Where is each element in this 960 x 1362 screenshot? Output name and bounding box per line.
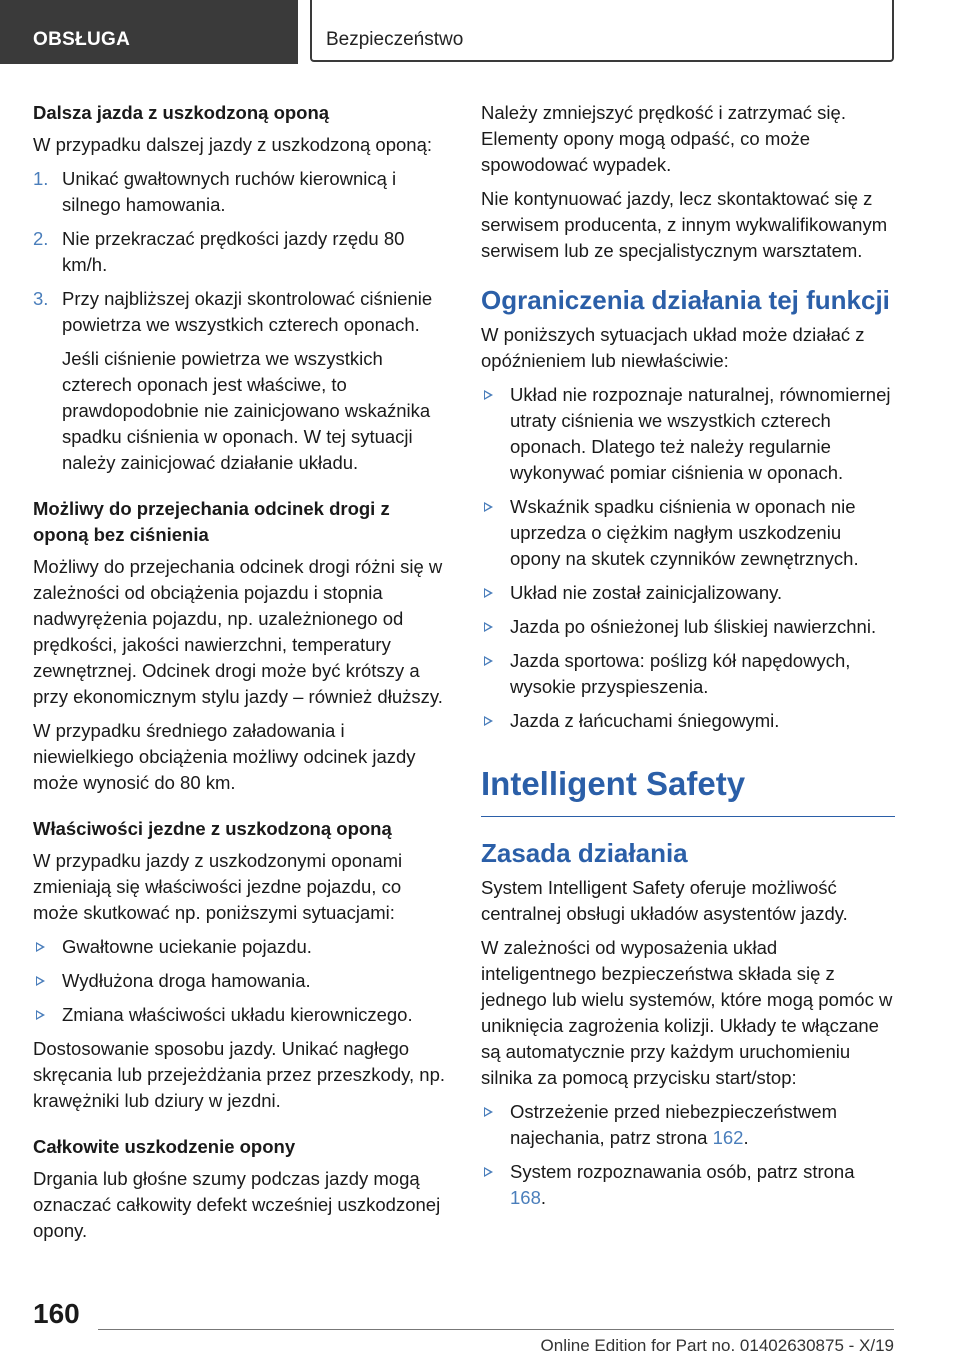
list-item <box>481 1099 895 1151</box>
chapter-title: Bezpieczeństwo <box>326 29 464 50</box>
paragraph: Należy zmniejszyć prędkość i zatrzymać się. Elementy opony mogą odpaść, co może spowodować wypadek. <box>481 102 846 175</box>
triangle-bullet-icon <box>484 716 493 726</box>
heading-limitations: Ograniczenia działania tej funkcji <box>481 285 890 315</box>
section-tab <box>0 0 298 64</box>
triangle-bullet-icon <box>484 656 493 666</box>
limitations-list <box>481 382 895 734</box>
list-item <box>33 968 448 994</box>
item-text: Jazda sportowa: poślizg kół napędowych, wysokie przyspieszenia. <box>510 650 851 697</box>
item-text: Gwałtowne uciekanie pojazdu. <box>62 936 312 957</box>
heading-total-failure: Całkowite uszkodzenie opony <box>33 1136 296 1157</box>
step-number: 1. <box>33 168 49 189</box>
left-column <box>33 100 448 1252</box>
page-link-168[interactable]: 168 <box>510 1187 541 1208</box>
item-text: Ostrzeżenie przed niebezpieczeństwem najechania, patrz strona <box>510 1101 837 1148</box>
item-text: Jazda z łańcuchami śniegowymi. <box>510 710 780 731</box>
triangle-bullet-icon <box>484 1107 493 1117</box>
paragraph: W przypadku jazdy z uszkodzonymi oponami zmieniają się właściwości jezdne pojazdu, co może skutkować np. poniższymi sytuacjami: <box>33 850 403 923</box>
item-text: Wskaźnik spadku ciśnienia w oponach nie uprzedza o ciężkim nagłym uszkodzeniu opony na skutek czynników zewnętrznych. <box>510 496 859 569</box>
item-text: Zmiana właściwości układu kierowniczego. <box>62 1004 413 1025</box>
step-text: Przy najbliższej okazji skontrolować ciśnienie powietrza we wszystkich czterech oponach. <box>62 288 433 335</box>
paragraph: Możliwy do przejechania odcinek drogi różni się w zależności od obciążenia pojazdu i stopnia nadwyrężenia pojazdu, np. uzależnionego od prędkości, jakości nawierzchni, temperatury zewnętrznej. Odcinek drogi może być krótszy a przy ekonomicznym stylu jazdy – również dłuższy. <box>33 556 443 707</box>
list-item <box>481 648 895 700</box>
paragraph: System Intelligent Safety oferuje możliwość centralnej obsługi układów asystentów jazdy. <box>481 877 848 924</box>
item-text: System rozpoznawania osób, patrz strona <box>510 1161 855 1182</box>
list-item <box>481 494 895 572</box>
item-text: Układ nie rozpoznaje naturalnej, równomiernej utraty ciśnienia we wszystkich czterech oponach. Dlatego też należy regularnie wykonywać pomiar ciśnienia w oponach. <box>510 384 891 483</box>
chapter-header <box>310 0 894 62</box>
triangle-bullet-icon <box>484 588 493 598</box>
triangle-bullet-icon <box>36 942 45 952</box>
steps-list <box>33 166 448 476</box>
item-text: Jazda po ośnieżonej lub śliskiej nawierzchni. <box>510 616 877 637</box>
item-text: Układ nie został zainicjalizowany. <box>510 582 783 603</box>
paragraph: W przypadku średniego załadowania i niewielkiego obciążenia możliwy odcinek jazdy może wynosić do 80 km. <box>33 720 416 793</box>
item-text: Wydłużona droga hamowania. <box>62 970 311 991</box>
list-item <box>33 166 448 218</box>
paragraph: Drgania lub głośne szumy podczas jazdy mogą oznaczać całkowity defekt wcześniej uszkodzonej opony. <box>33 1168 441 1241</box>
triangle-bullet-icon <box>484 622 493 632</box>
step-note: Jeśli ciśnienie powietrza we wszystkich czterech oponach jest właściwe, to prawdopodobnie nie zainicjowano wskaźnika spadku ciśnienia w oponach. W tej sytuacji należy zainicjować działanie układu. <box>62 348 431 473</box>
step-number: 2. <box>33 228 49 249</box>
heading-handling: Właściwości jezdne z uszkodzoną oponą <box>33 818 392 839</box>
list-item <box>481 580 895 606</box>
list-item <box>481 708 895 734</box>
triangle-bullet-icon <box>484 1167 493 1177</box>
step-text: Nie przekraczać prędkości jazdy rzędu 80 km/h. <box>62 228 405 275</box>
step-text: Unikać gwałtownych ruchów kierownicą i silnego hamowania. <box>62 168 397 215</box>
paragraph: W zależności od wyposażenia układ inteligentnego bezpieczeństwa składa się z jednego lub wielu systemów, które mogą pomóc w uniknięcia zagrożenia kolizji. Układy te włączane są automatycznie przy każdym uruchomieniu silnika za pomocą przycisku start/stop: <box>481 937 893 1088</box>
triangle-bullet-icon <box>484 502 493 512</box>
paragraph: Nie kontynuować jazdy, lecz skontaktować się z serwisem producenta, z innym wykwalifikowanym serwisem lub ze specjalistycznym warsztatem. <box>481 188 888 261</box>
list-item <box>33 934 448 960</box>
step-number: 3. <box>33 288 49 309</box>
list-item <box>481 1159 895 1211</box>
item-punct: . <box>743 1127 749 1148</box>
triangle-bullet-icon <box>484 390 493 400</box>
paragraph: W poniższych sytuacjach układ może działać z opóźnieniem lub niewłaściwie: <box>481 324 865 371</box>
footer-divider <box>98 1329 894 1330</box>
heading-principle: Zasada działania <box>481 838 688 868</box>
item-punct: . <box>540 1187 547 1208</box>
list-item <box>33 1002 448 1028</box>
section-label: OBSŁUGA <box>33 29 131 50</box>
heading-distance: Możliwy do przejechania odcinek drogi z oponą bez ciśnienia <box>33 498 390 545</box>
right-column <box>481 100 895 1219</box>
heading-continue-driving: Dalsza jazda z uszkodzoną oponą <box>33 102 330 123</box>
list-item <box>33 226 448 278</box>
systems-list <box>481 1099 895 1211</box>
list-item <box>481 382 895 486</box>
paragraph: Dostosowanie sposobu jazdy. Unikać nagłego skręcania lub przejeżdżania przez przeszkody, np. krawężniki lub dziury w jezdni. <box>33 1038 446 1111</box>
list-item <box>33 286 448 476</box>
heading-intelligent-safety: Intelligent Safety <box>481 764 895 817</box>
triangle-bullet-icon <box>36 976 45 986</box>
paragraph: W przypadku dalszej jazdy z uszkodzoną oponą: <box>33 134 432 155</box>
handling-list <box>33 934 448 1028</box>
page-number: 160 <box>33 1298 80 1329</box>
list-item <box>481 614 895 640</box>
edition-footer: Online Edition for Part no. 01402630875 - X/19 <box>540 1336 894 1355</box>
triangle-bullet-icon <box>36 1010 45 1020</box>
page-link-162[interactable]: 162 <box>712 1127 744 1148</box>
